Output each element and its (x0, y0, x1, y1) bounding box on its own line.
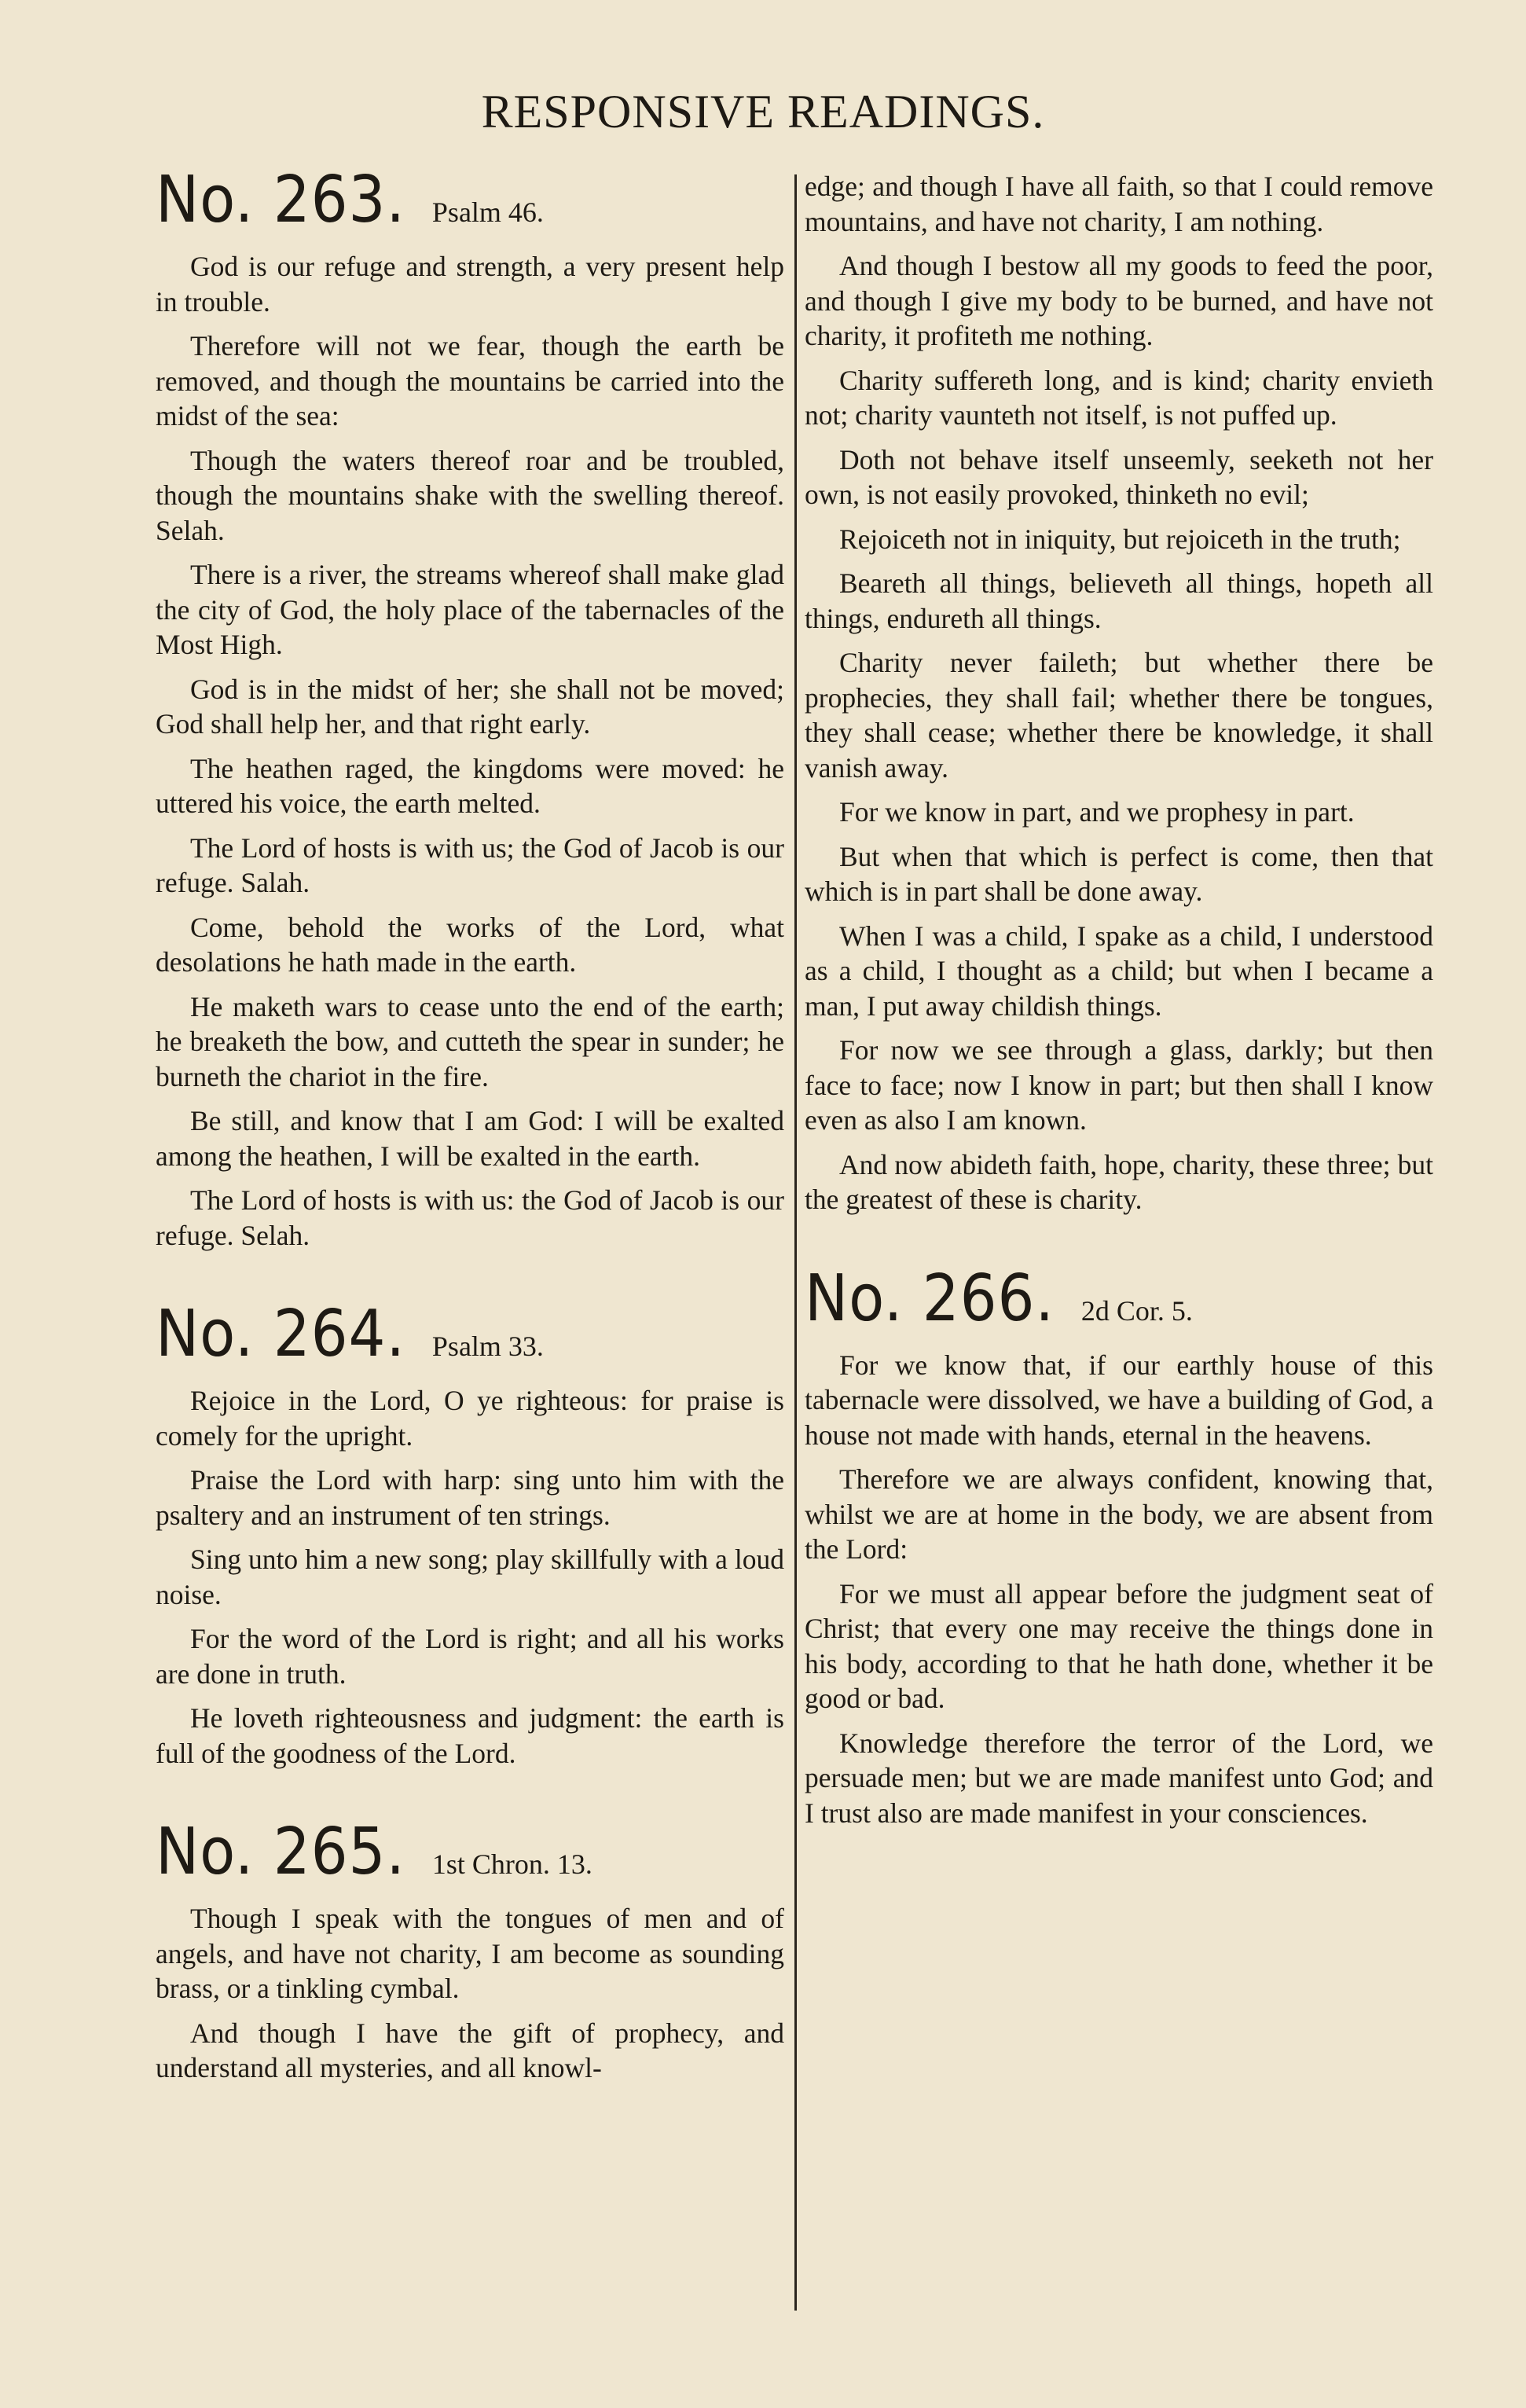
verse: The heathen raged, the kingdoms were moved: he uttered his voice, the earth melted. (156, 752, 784, 819)
continued-verses (805, 248, 1433, 1217)
verse: Therefore we are always confident, knowing that, whilst we are at home in the body, we are absent from the Lord: (805, 1463, 1433, 1565)
verse: When I was a child, I spake as a child, I understood as a child, I thought as a child; but when I became a man, I put away childish things. (805, 920, 1433, 1022)
verse: There is a river, the streams whereof shall make glad the city of God, the holy place of the tabernacles of the Most High. (156, 559, 784, 660)
reading-number: No. 264. (156, 1297, 405, 1371)
column-divider (794, 174, 797, 2311)
verse: Knowledge therefore the terror of the Lord, we persuade men; but we are made manifest unto God; and I trust also are made manifest in your consciences. (805, 1727, 1433, 1829)
reading-number: No. 266. (805, 1261, 1055, 1336)
verse: For we must all appear before the judgment seat of Christ; that every one may receive the things done in his body, according to that he hath done, whether it be good or bad. (805, 1577, 1433, 1714)
reading-265 (156, 1815, 784, 2086)
verse: Doth not behave itself unseemly, seeketh not her own, is not easily provoked, thinketh no evil; (805, 443, 1433, 510)
reading-header (156, 163, 784, 237)
verse: For we know in part, and we prophesy in part. (839, 796, 1355, 828)
reading-number: No. 263. (156, 163, 405, 237)
verse: And though I have the gift of prophecy, and understand all mysteries, and all knowl- (156, 2017, 784, 2083)
page-title: RESPONSIVE READINGS. (481, 86, 1045, 138)
verse: But when that which is perfect is come, then that which is in part shall be done away. (805, 840, 1433, 907)
verse: Therefore will not we fear, though the earth be removed, and though the mountains be carried into the midst of the sea: (156, 330, 784, 431)
reading-source: 2d Cor. 5. (1080, 1294, 1193, 1327)
verse: Praise the Lord with harp: sing unto him with the psaltery and an instrument of ten strings. (156, 1464, 784, 1531)
verse: The Lord of hosts is with us: the God of Jacob is our refuge. Selah. (156, 1184, 784, 1251)
reading-number: No. 265. (156, 1815, 405, 1889)
reading-source: Psalm 33. (431, 1331, 544, 1362)
verse: Rejoiceth not in iniquity, but rejoiceth in the truth; (839, 523, 1401, 555)
verse: And though I bestow all my goods to feed the poor, and though I give my body to be burned, and have not charity, it profiteth me nothing. (805, 250, 1433, 351)
verse: Rejoice in the Lord, O ye righteous: for praise is comely for the upright. (156, 1385, 784, 1452)
reading-source: 1st Chron. 13. (431, 1848, 592, 1880)
verse: And now abideth faith, hope, charity, these three; but the greatest of these is charity. (805, 1148, 1433, 1215)
reading-header (156, 1297, 784, 1371)
verse: Though I speak with the tongues of men and of angels, and have not charity, I am become as sounding brass, or a tinkling cymbal. (156, 1903, 784, 2004)
verse: God is in the midst of her; she shall not be moved; God shall help her, and that right early. (156, 673, 784, 740)
reading-header (805, 1261, 1433, 1336)
right-column (805, 169, 1433, 1840)
verse: Beareth all things, believeth all things, hopeth all things, endureth all things. (805, 567, 1433, 634)
continued-verse: edge; and though I have all faith, so that I could remove mountains, and have not charity, I am nothing. (805, 171, 1433, 237)
verse: Sing unto him a new song; play skillfully with a loud noise. (156, 1544, 784, 1610)
verse: Charity never faileth; but whether there be prophecies, they shall fail; whether there be tongues, they shall cease; whether there be knowledge, it shall vanish away. (805, 647, 1433, 784)
verse: For now we see through a glass, darkly; but then face to face; now I know in part; but then shall I know even as also I am known. (805, 1034, 1433, 1136)
reading-header (156, 1815, 784, 1889)
verse: Be still, and know that I am God: I will be exalted among the heathen, I will be exalted in the earth. (156, 1105, 784, 1172)
verse: Come, behold the works of the Lord, what desolations he hath made in the earth. (156, 911, 784, 978)
verse: God is our refuge and strength, a very present help in trouble. (156, 251, 784, 318)
verse: For the word of the Lord is right; and all his works are done in truth. (156, 1623, 784, 1690)
verse: For we know that, if our earthly house of this tabernacle were dissolved, we have a building of God, a house not made with hands, eternal in the heavens. (805, 1349, 1433, 1451)
reading-264 (156, 1297, 784, 1771)
verse: The Lord of hosts is with us; the God of Jacob is our refuge. Salah. (156, 831, 784, 898)
verse: Though the waters thereof roar and be troubled, though the mountains shake with the swelling thereof. Selah. (156, 444, 784, 546)
reading-263 (156, 163, 784, 1253)
verse: He loveth righteousness and judgment: the earth is full of the goodness of the Lord. (156, 1702, 784, 1769)
reading-source: Psalm 46. (431, 196, 544, 228)
left-column (156, 163, 784, 2095)
reading-verses (805, 1348, 1433, 1831)
verse: He maketh wars to cease unto the end of the earth; he breaketh the bow, and cutteth the spear in sunder; he burneth the chariot in the fire. (156, 990, 784, 1092)
reading-266 (805, 1261, 1433, 1831)
verse: Charity suffereth long, and is kind; charity envieth not; charity vaunteth not itself, is not puffed up. (805, 364, 1433, 431)
